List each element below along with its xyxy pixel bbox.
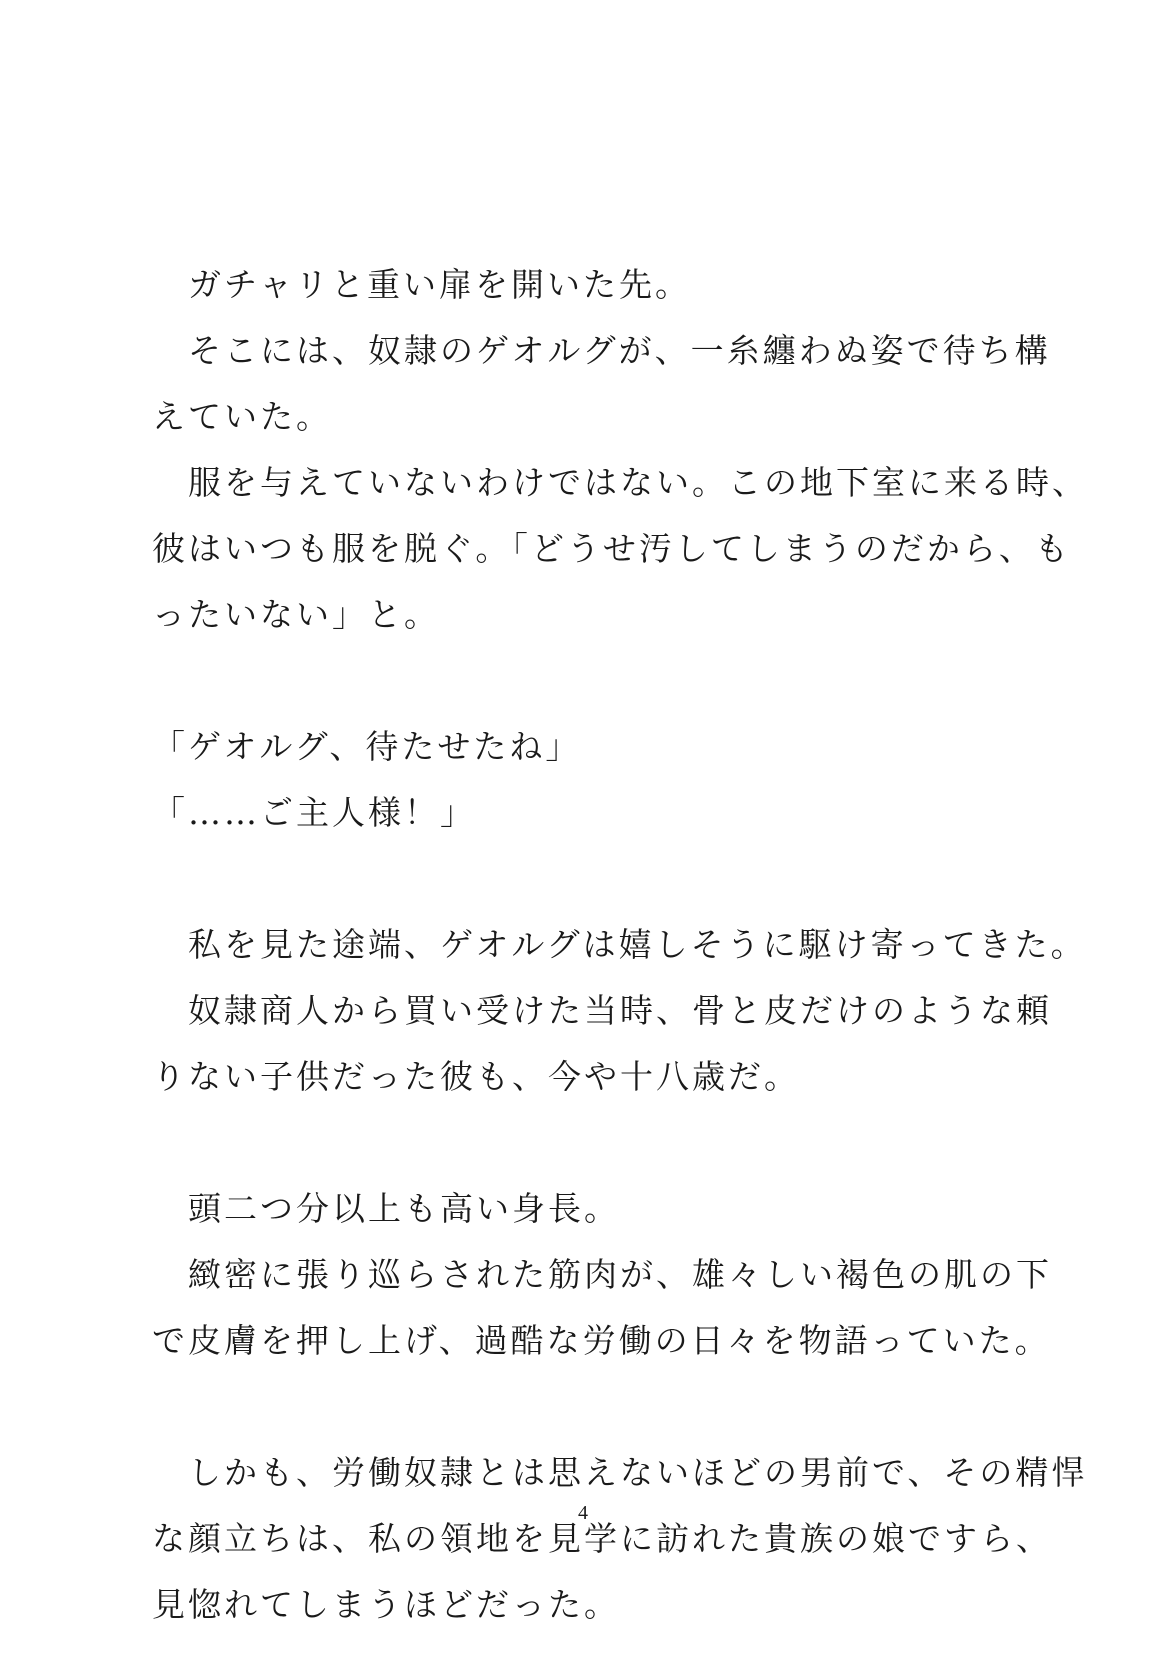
text-line: 緻密に張り巡らされた筋肉が、雄々しい褐色の肌の下 [152,1255,1052,1294]
body-text [152,252,1088,1638]
text-line: りない子供だった彼も、今や十八歳だ。 [152,1057,800,1096]
text-line: ったいない」と。 [152,595,440,634]
text-line: ガチャリと重い扉を開いた先。 [152,265,692,304]
text-line: 私を見た途端、ゲオルグは嬉しそうに駆け寄ってきた。 [152,925,1087,964]
text-line: 服を与えていないわけではない。この地下室に来る時、 [152,463,1088,502]
blank-line [152,1374,1032,1440]
text-line: 頭二つ分以上も高い身長。 [152,1189,620,1228]
text-line: な顔立ちは、私の領地を見学に訪れた貴族の娘ですら、 [152,1519,1052,1558]
text-line: 見惚れてしまうほどだった。 [152,1585,620,1624]
text-line: そこには、奴隷のゲオルグが、一糸纏わぬ姿で待ち構 [152,331,1051,370]
blank-line [152,648,1032,714]
text-line: えていた。 [152,397,332,436]
blank-line [152,846,1032,912]
page-number: 4 [578,1502,588,1524]
text-line: 奴隷商人から買い受けた当時、骨と皮だけのような頼 [152,991,1052,1030]
dialogue-line: 「……ご主人様！」 [152,793,476,832]
text-line: で皮膚を押し上げ、過酷な労働の日々を物語っていた。 [152,1321,1051,1360]
blank-line [152,1110,1032,1176]
text-line: 彼はいつも服を脱ぐ。「どうせ汚してしまうのだから、も [152,529,1071,568]
text-line: しかも、労働奴隷とは思えないほどの男前で、その精悍 [152,1453,1088,1492]
dialogue-line: 「ゲオルグ、待たせたね」 [152,727,582,766]
